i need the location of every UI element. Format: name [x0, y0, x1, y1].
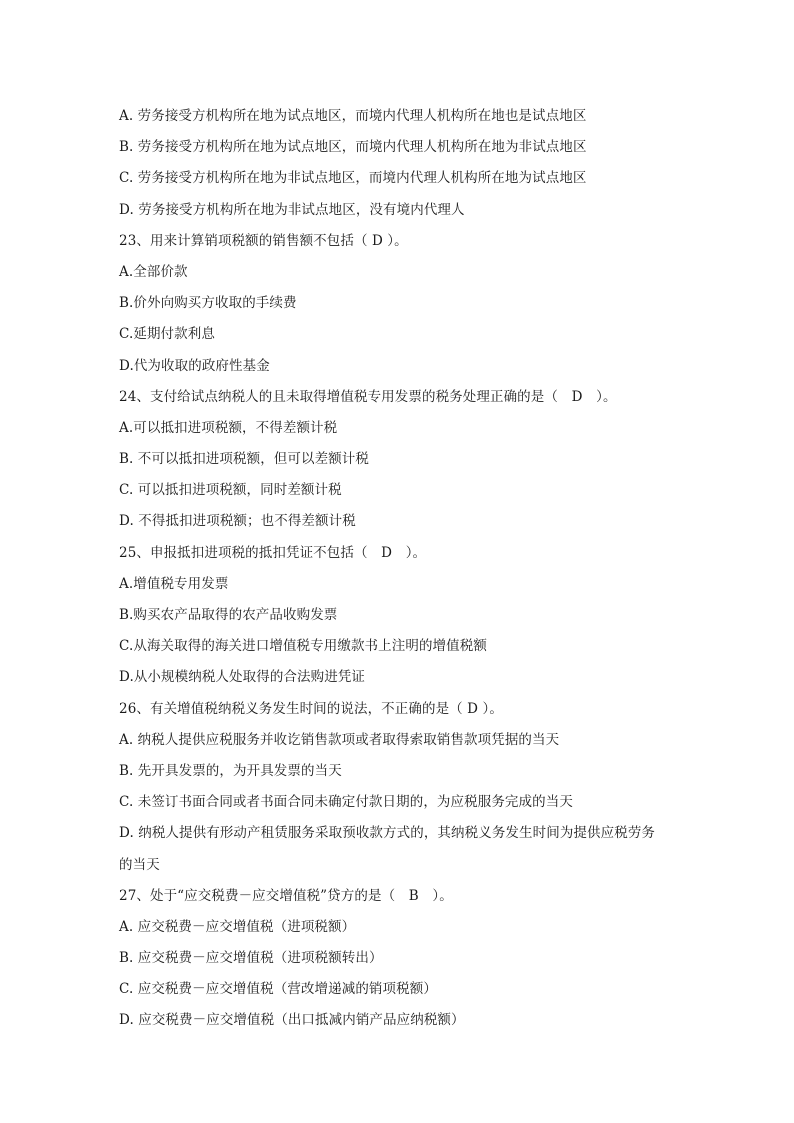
option-d-25: D.从小规模纳税人处取得的合法购进凭证 [119, 669, 366, 686]
option-b-27: B. 应交税费－应交增值税（进项税额转出） [119, 950, 383, 967]
option-c-25: C.从海关取得的海关进口增值税专用缴款书上注明的增值税额 [119, 638, 487, 655]
question-24: 24、支付给试点纳税人的且未取得增值税专用发票的税务处理正确的是（ D ）。 [119, 388, 617, 405]
question-23: 23、用来计算销项税额的销售额不包括（ D ）。 [119, 232, 408, 249]
option-a-25: A.增值税专用发票 [119, 575, 229, 592]
option-c-23: C.延期付款利息 [119, 326, 215, 343]
option-b-26: B. 先开具发票的，为开具发票的当天 [119, 762, 342, 779]
option-c-24: C. 可以抵扣进项税额，同时差额计税 [119, 482, 342, 499]
option-c-26: C. 未签订书面合同或者书面合同未确定付款日期的，为应税服务完成的当天 [119, 794, 573, 811]
option-d-22: D. 劳务接受方机构所在地为非试点地区，没有境内代理人 [119, 201, 465, 218]
question-list [119, 101, 679, 1037]
question-26: 26、有关增值税纳税义务发生时间的说法，不正确的是（ D ）。 [119, 700, 503, 717]
option-a-27: A. 应交税费－应交增值税（进项税额） [119, 918, 356, 935]
option-a-22: A. 劳务接受方机构所在地为试点地区，而境内代理人机构所在地也是试点地区 [119, 108, 587, 124]
question-25: 25、申报抵扣进项税的抵扣凭证不包括（ D ）。 [119, 544, 427, 561]
option-b-22: B. 劳务接受方机构所在地为试点地区，而境内代理人机构所在地为非试点地区 [119, 139, 587, 156]
option-d-23: D.代为收取的政府性基金 [119, 357, 270, 374]
option-c-27: C. 应交税费－应交增值税（营改增递减的销项税额） [119, 981, 437, 998]
question-27: 27、处于“应交税费－应交增值税”贷方的是（ B ）。 [119, 887, 453, 904]
option-d-26-continued: 的当天 [119, 856, 160, 873]
option-a-23: A.全部价款 [119, 263, 188, 280]
option-b-23: B.价外向购买方收取的手续费 [119, 295, 297, 312]
option-a-24: A.可以抵扣进项税额，不得差额计税 [119, 419, 338, 436]
option-b-24: B. 不可以抵扣进项税额，但可以差额计税 [119, 451, 370, 468]
option-b-25: B.购买农产品取得的农产品收购发票 [119, 607, 338, 623]
option-d-27: D. 应交税费－应交增值税（出口抵减内销产品应纳税额） [119, 1012, 465, 1029]
option-d-24: D. 不得抵扣进项税额；也不得差额计税 [119, 513, 356, 530]
option-d-26: D. 纳税人提供有形动产租赁服务采取预收款方式的，其纳税义务发生时间为提供应税劳务 [119, 825, 656, 842]
option-c-22: C. 劳务接受方机构所在地为非试点地区，而境内代理人机构所在地为试点地区 [119, 170, 587, 187]
option-a-26: A. 纳税人提供应税服务并收讫销售款项或者取得索取销售款项凭据的当天 [119, 731, 560, 748]
